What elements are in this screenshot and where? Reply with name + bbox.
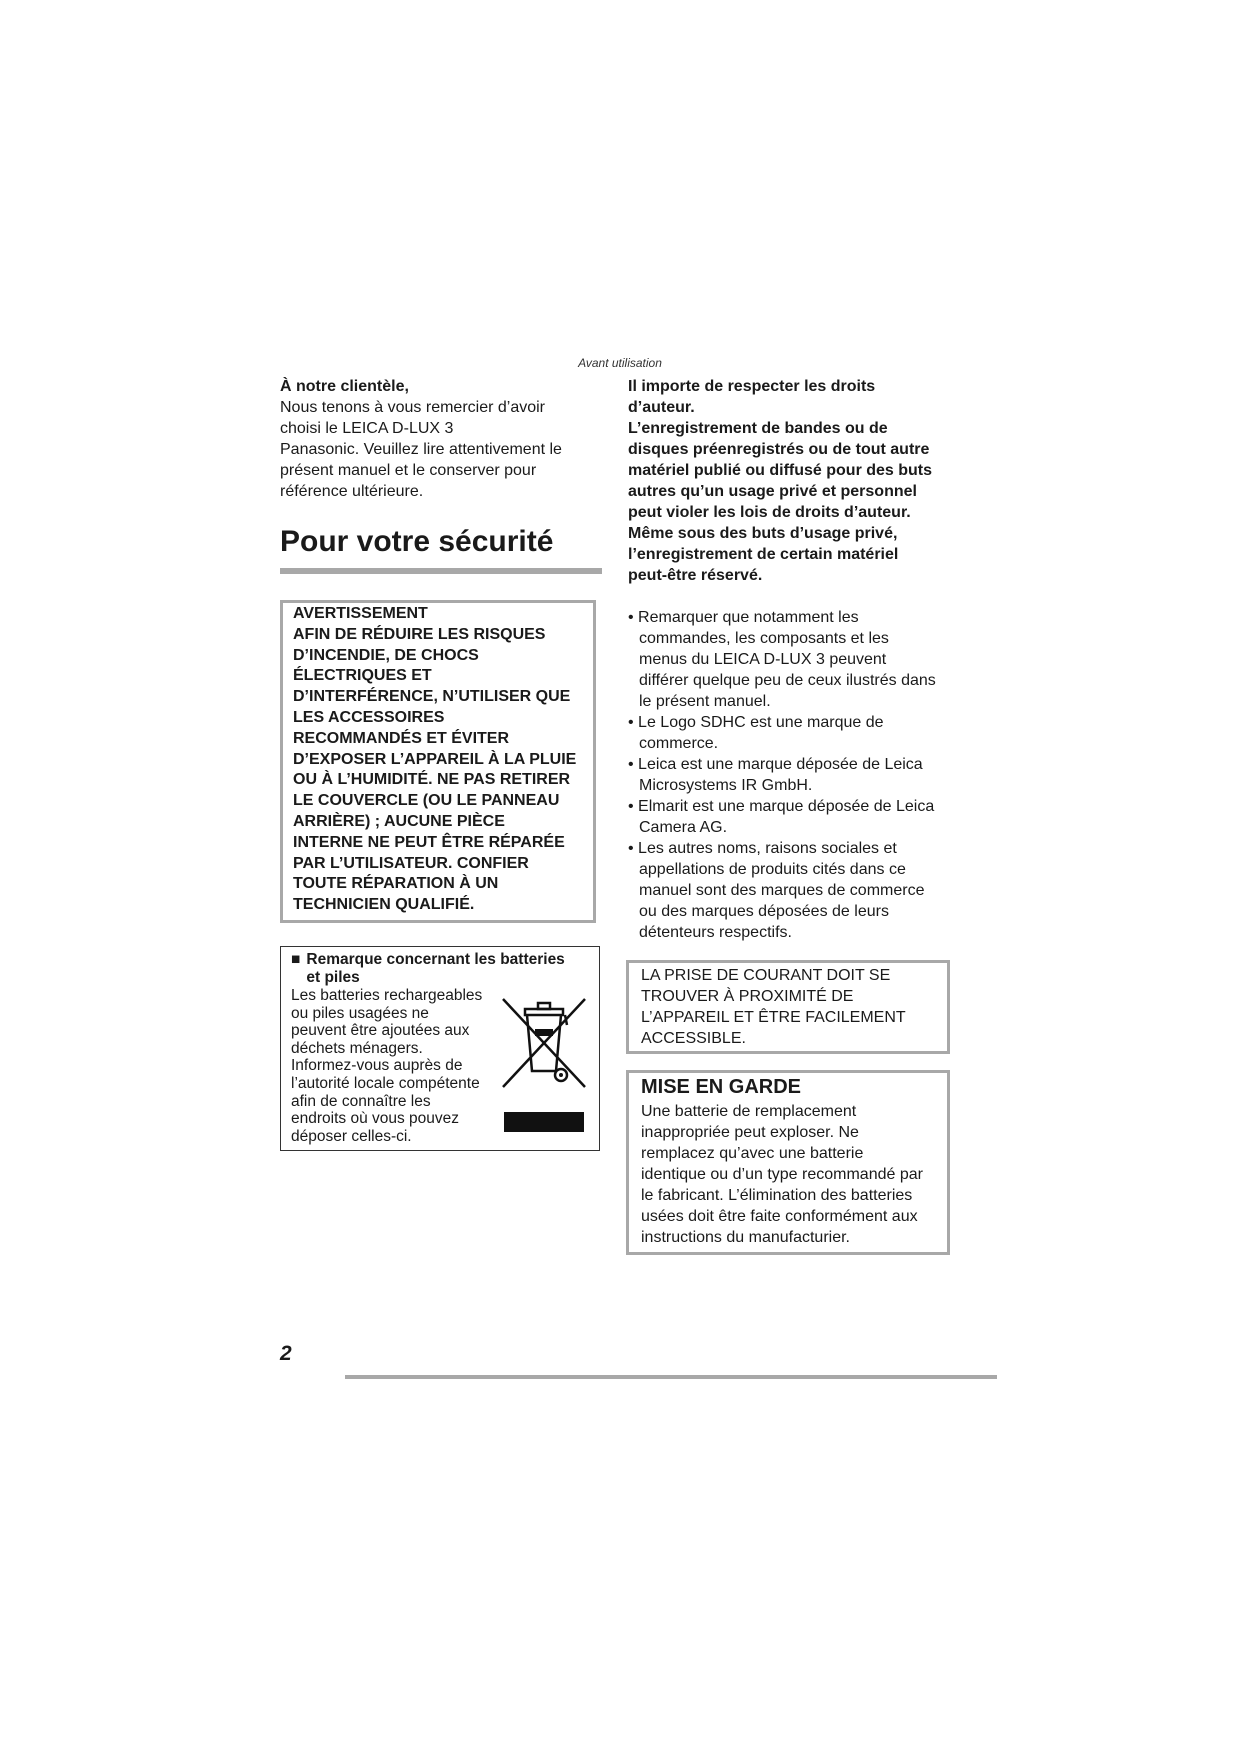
page-title: Pour votre sécurité <box>280 525 554 558</box>
note-line: • Les autres noms, raisons sociales et <box>628 840 897 857</box>
warning-line: ÉLECTRIQUES ET <box>293 667 432 685</box>
battery-line: ou piles usagées ne <box>291 1004 429 1022</box>
copyright-line: Même sous des buts d’usage privé, <box>628 525 898 542</box>
note-line: différer quelque peu de ceux ilustrés dans <box>639 672 936 689</box>
note-line: Microsystems IR GmbH. <box>639 777 813 794</box>
battery-note-box <box>280 946 600 1151</box>
battery-line: peuvent être ajoutées aux <box>291 1022 470 1040</box>
copyright-line: autres qu’un usage privé et personnel <box>628 483 917 500</box>
warning-line: AVERTISSEMENT <box>293 605 428 622</box>
battery-heading-line: et piles <box>306 969 360 986</box>
battery-heading-text <box>306 951 564 987</box>
copyright-line: peut-être réservé. <box>628 567 763 584</box>
list-item <box>628 712 950 754</box>
warning-line: TECHNICIEN QUALIFIÉ. <box>293 896 475 914</box>
warning-line: LES ACCESSOIRES <box>293 708 445 726</box>
warning-line: INTERNE NE PEUT ÊTRE RÉPARÉE <box>293 833 565 851</box>
copyright-line: matériel publié ou diffusé pour des buts <box>628 462 933 479</box>
note-line: • Leica est une marque déposée de Leica <box>628 756 923 773</box>
title-underline <box>280 568 602 574</box>
caution-line: le fabricant. L’élimination des batteries <box>641 1187 913 1204</box>
copyright-line: d’auteur. <box>628 399 695 416</box>
section-label: Avant utilisation <box>578 356 662 370</box>
footer-rule <box>345 1375 997 1379</box>
page-number: 2 <box>280 1342 292 1365</box>
note-line: • Remarquer que notamment les <box>628 609 859 626</box>
warning-line: PAR L’UTILISATEUR. CONFIER <box>293 854 529 872</box>
note-line: Camera AG. <box>639 819 728 836</box>
intro-line: Nous tenons à vous remercier d’avoir <box>280 399 546 416</box>
copyright-line: l’enregistrement de certain matériel <box>628 546 899 563</box>
warning-line: RECOMMANDÉS ET ÉVITER <box>293 729 510 747</box>
intro-line: référence ultérieure. <box>280 483 424 500</box>
battery-line: afin de connaître les <box>291 1092 431 1110</box>
list-item <box>628 796 950 838</box>
outlet-line: L’APPAREIL ET ÊTRE FACILEMENT <box>641 1009 906 1026</box>
warning-line: OU À L’HUMIDITÉ. NE PAS RETIRER <box>293 771 571 789</box>
battery-line: Informez-vous auprès de <box>291 1057 463 1075</box>
warning-line: ARRIÈRE) ; AUCUNE PIÈCE <box>293 812 505 830</box>
note-line: commerce. <box>639 735 719 752</box>
copyright-line: Il importe de respecter les droits <box>628 378 876 395</box>
notes-list <box>628 607 950 943</box>
right-column <box>628 376 950 943</box>
battery-line: endroits où vous pouvez <box>291 1110 460 1128</box>
note-line: commandes, les composants et les <box>639 630 889 647</box>
caution-line: identique ou d’un type recommandé par <box>641 1166 923 1183</box>
square-bullet-icon: ■ <box>291 951 301 968</box>
battery-line: déchets ménagers. <box>291 1039 423 1057</box>
outlet-notice-box <box>626 960 950 1054</box>
note-line: détenteurs respectifs. <box>639 924 792 941</box>
caution-line: instructions du manufacturier. <box>641 1229 850 1246</box>
battery-line: déposer celles-ci. <box>291 1127 412 1145</box>
caution-box <box>626 1070 950 1255</box>
note-line: ou des marques déposées de leurs <box>639 903 889 920</box>
caution-line: remplacez qu’avec une batterie <box>641 1145 864 1162</box>
copyright-notice <box>628 376 950 586</box>
note-line: le présent manuel. <box>639 693 771 710</box>
note-line: menus du LEICA D-LUX 3 peuvent <box>639 651 887 668</box>
list-item <box>628 754 950 796</box>
warning-line: TOUTE RÉPARATION À UN <box>293 875 499 893</box>
intro-line: Panasonic. Veuillez lire attentivement le <box>280 441 562 458</box>
note-line: • Le Logo SDHC est une marque de <box>628 714 884 731</box>
outlet-line: ACCESSIBLE. <box>641 1030 746 1047</box>
copyright-line: disques préenregistrés ou de tout autre <box>628 441 930 458</box>
caution-title: MISE EN GARDE <box>641 1076 802 1098</box>
caution-line: Une batterie de remplacement <box>641 1103 857 1120</box>
warning-line: AFIN DE RÉDUIRE LES RISQUES <box>293 625 546 643</box>
note-line: manuel sont des marques de commerce <box>639 882 925 899</box>
warning-line: D’INCENDIE, DE CHOCS <box>293 646 479 664</box>
warning-box <box>280 600 596 923</box>
copyright-line: peut violer les lois de droits d’auteur. <box>628 504 911 521</box>
battery-heading-line: Remarque concernant les batteries <box>306 951 565 968</box>
battery-line: l’autorité locale compétente <box>291 1074 480 1092</box>
copyright-line: L’enregistrement de bandes ou de <box>628 420 888 437</box>
battery-line: Les batteries rechargeables <box>291 987 483 1004</box>
caution-line: usées doit être faite conformément aux <box>641 1208 918 1225</box>
intro-line: choisi le LEICA D-LUX 3 <box>280 420 454 437</box>
battery-note-text <box>291 987 501 1145</box>
outlet-line: LA PRISE DE COURANT DOIT SE <box>641 967 891 984</box>
warning-line: D’EXPOSER L’APPAREIL À LA PLUIE <box>293 750 577 768</box>
warning-line: D’INTERFÉRENCE, N’UTILISER QUE <box>293 688 571 706</box>
left-column <box>280 376 602 574</box>
black-bar <box>504 1112 584 1132</box>
list-item <box>628 838 950 943</box>
note-line: appellations de produits cités dans ce <box>639 861 906 878</box>
list-item <box>628 607 950 712</box>
warning-line: LE COUVERCLE (OU LE PANNEAU <box>293 792 560 810</box>
outlet-line: TROUVER À PROXIMITÉ DE <box>641 988 854 1005</box>
crossed-out-wheelie-bin-icon <box>499 995 589 1091</box>
battery-note-heading <box>291 951 590 987</box>
note-line: • Elmarit est une marque déposée de Leica <box>628 798 935 815</box>
greeting: À notre clientèle, <box>280 378 409 395</box>
caution-line: inappropriée peut exploser. Ne <box>641 1124 859 1141</box>
intro-line: présent manuel et le conserver pour <box>280 462 537 479</box>
